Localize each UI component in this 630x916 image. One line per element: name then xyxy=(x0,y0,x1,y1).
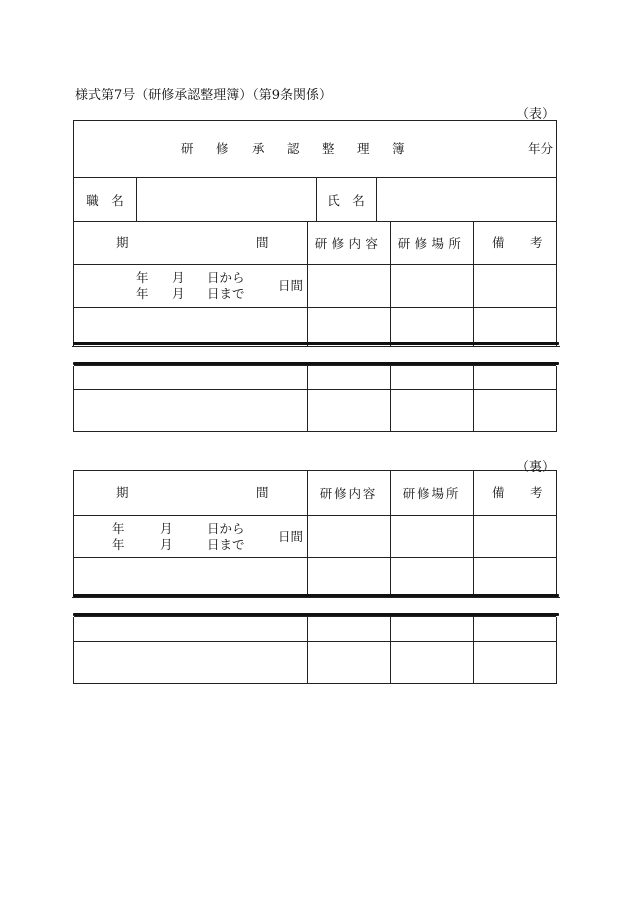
place-header: 研修場所 xyxy=(397,236,466,251)
title-char: 理 xyxy=(357,141,370,156)
remarks-header-left: 備 xyxy=(492,485,505,500)
period-month: 月 xyxy=(160,537,173,552)
title-char: 修 xyxy=(216,141,229,156)
title-char: 簿 xyxy=(392,141,405,156)
period-from: 日から xyxy=(207,270,245,285)
period-header-right: 間 xyxy=(256,485,269,500)
column-header-row xyxy=(74,221,556,264)
break-line-bottom xyxy=(73,613,559,616)
table-row xyxy=(74,616,556,641)
table-row xyxy=(74,641,556,684)
place-header: 研修場所 xyxy=(402,486,461,501)
period-year: 年 xyxy=(112,537,125,552)
period-month: 月 xyxy=(172,286,185,301)
table-row xyxy=(74,389,556,432)
table-row xyxy=(74,557,556,597)
content-header: 研修内容 xyxy=(314,236,383,251)
name-row xyxy=(74,177,556,221)
break-line-bottom xyxy=(73,362,559,365)
period-row xyxy=(74,515,556,557)
job-title-label: 職 名 xyxy=(86,192,124,208)
period-month: 月 xyxy=(160,521,173,536)
form-label: 様式第7号（研修承認整理簿）（第9条関係） xyxy=(75,88,333,103)
break-line-top xyxy=(73,342,559,345)
title-char: 研 xyxy=(181,141,194,156)
title-char: 認 xyxy=(287,141,300,156)
title-row xyxy=(74,121,556,177)
back-table xyxy=(73,470,557,684)
period-year: 年 xyxy=(136,286,149,301)
table-row xyxy=(74,307,556,346)
name-field[interactable] xyxy=(376,178,556,221)
title-char: 承 xyxy=(252,141,265,156)
period-from: 日から xyxy=(207,521,245,536)
name-label: 氏 名 xyxy=(327,192,365,208)
period-header-right: 間 xyxy=(256,235,269,250)
remarks-header-right: 考 xyxy=(530,485,543,500)
title-char: 整 xyxy=(322,141,335,156)
table-row xyxy=(74,365,556,389)
period-year: 年 xyxy=(136,270,149,285)
period-until: 日まで xyxy=(207,537,245,552)
job-title-field[interactable] xyxy=(136,178,316,221)
break-line-top xyxy=(73,594,559,597)
front-side-label: （表） xyxy=(516,107,556,122)
period-days: 日間 xyxy=(278,529,304,544)
period-days: 日間 xyxy=(278,278,304,293)
period-header-left: 期 xyxy=(116,235,129,250)
content-header: 研修内容 xyxy=(319,486,378,501)
remarks-header-left: 備 xyxy=(492,235,505,250)
year-label: 年分 xyxy=(528,141,554,156)
period-until: 日まで xyxy=(207,286,245,301)
period-year: 年 xyxy=(112,521,125,536)
front-table xyxy=(73,120,557,432)
period-header-left: 期 xyxy=(116,485,129,500)
remarks-header-right: 考 xyxy=(530,235,543,250)
back-side-label: （裏） xyxy=(516,460,556,475)
period-month: 月 xyxy=(172,270,185,285)
column-header-row xyxy=(74,471,556,515)
period-row xyxy=(74,264,556,307)
